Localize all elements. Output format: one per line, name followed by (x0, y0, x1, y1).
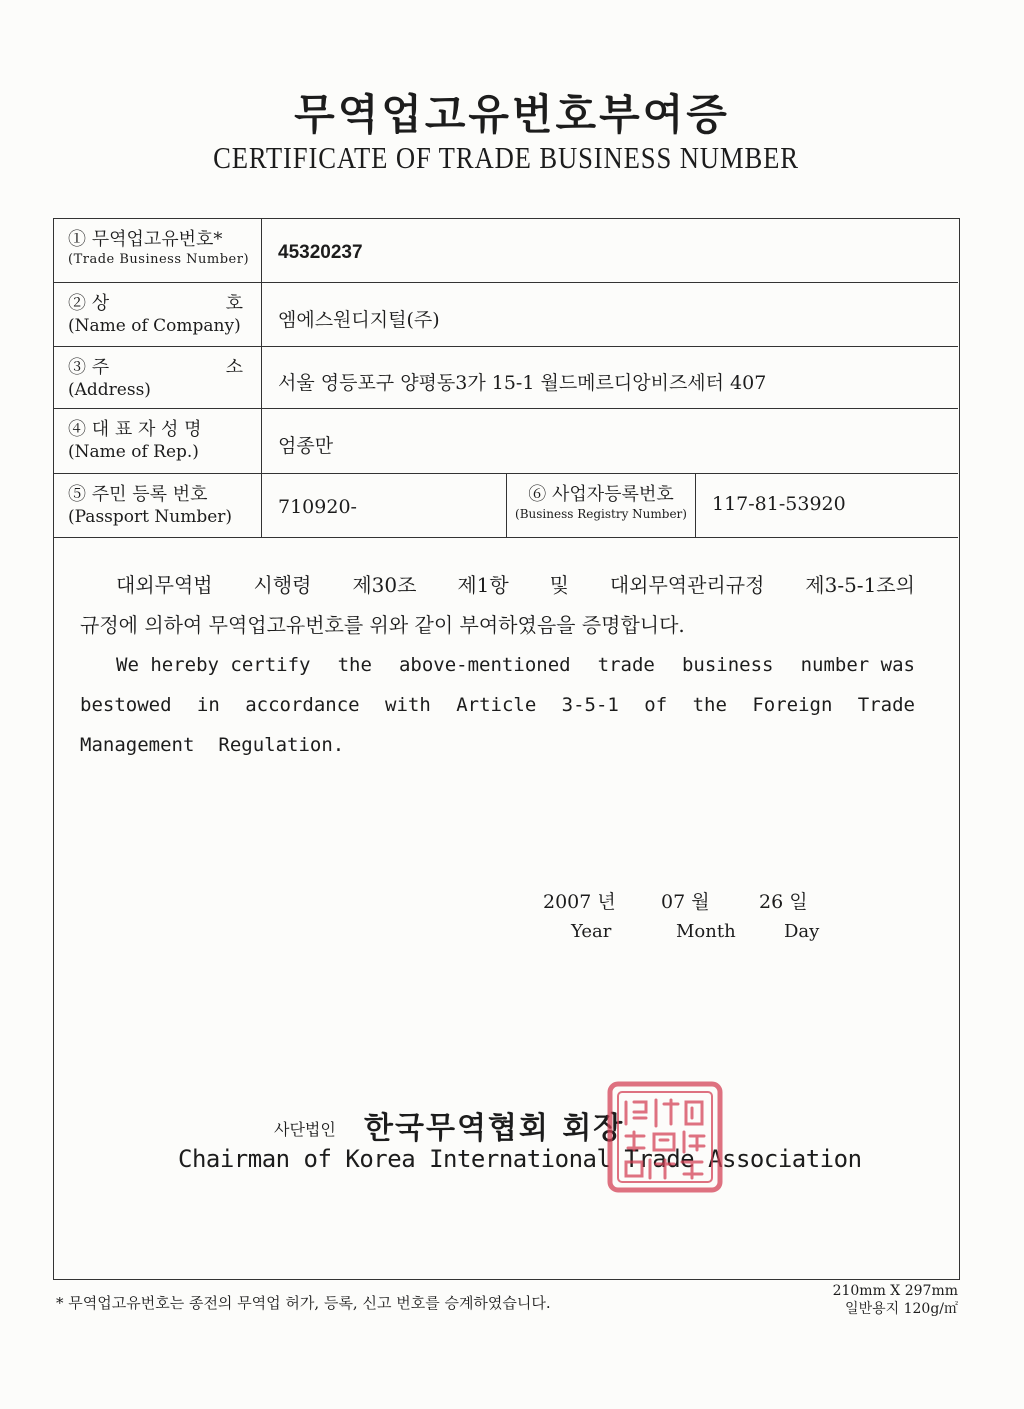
statement-en-line-1 (80, 645, 915, 685)
word: in (196, 694, 220, 716)
label-trade-number-en: (Trade Business Number) (68, 252, 250, 267)
signature-name-english: Chairman of Korea International Trade Association (178, 1145, 862, 1173)
label-passport-ko: ⑤ 주민 등록 번호 (68, 484, 208, 505)
statement-english (80, 645, 915, 765)
date-day-label: Day (784, 921, 820, 942)
statement-ko-line-1 (80, 565, 915, 605)
label-address-ko-b: 소 (225, 357, 243, 378)
statement-en-line-3 (80, 725, 915, 765)
row-company (54, 283, 958, 347)
word: above-mentioned (398, 654, 571, 676)
label-address-ko-a: ③ 주 (68, 357, 110, 378)
date-day: 26 일 (759, 891, 808, 913)
date-month-label: Month (676, 921, 736, 942)
value-business-reg: 117-81-53920 (712, 493, 846, 515)
paper-size: 210mm X 297mm (832, 1283, 958, 1299)
label-rep (54, 409, 262, 473)
word: 제30조 (352, 573, 417, 597)
word: 대외무역법 (116, 573, 213, 597)
row-address (54, 347, 958, 409)
word: 대외무역관리규정 (609, 573, 765, 597)
label-company-ko-a: ② 상 (68, 293, 110, 314)
word: 제1항 (457, 573, 509, 597)
label-company-en: (Name of Company) (68, 316, 241, 336)
word: the (692, 694, 727, 716)
label-trade-number (54, 219, 262, 282)
statement-en-line-2 (80, 685, 915, 725)
signature-name-korean: 한국무역협회 회장 (364, 1111, 625, 1146)
word: trade (597, 654, 655, 676)
word: 제3-5-1조의 (805, 573, 915, 597)
label-company (54, 283, 262, 346)
official-seal-icon (604, 1078, 726, 1196)
date-month: 07 월 (661, 891, 710, 913)
date-year-label: Year (571, 921, 612, 942)
title-english: CERTIFICATE OF TRADE BUSINESS NUMBER (213, 140, 799, 175)
title-korean: 무역업고유번호부여증 (294, 90, 730, 139)
value-passport: 710920- (278, 496, 357, 518)
label-rep-en: (Name of Rep.) (68, 442, 199, 462)
label-trade-number-ko: ① 무역업고유번호* (68, 229, 223, 250)
value-company: 엠에스원디지털(주) (278, 309, 440, 331)
word: with (385, 694, 431, 716)
word: of (644, 694, 668, 716)
label-passport-en: (Passport Number) (68, 507, 233, 527)
label-rep-ko: ④ 대 표 자 성 명 (68, 419, 202, 440)
word: Foreign (752, 694, 833, 716)
word: Trade (857, 694, 915, 716)
label-business-reg-en: (Business Registry Number) (515, 507, 687, 521)
label-business-reg (506, 474, 696, 537)
paper-weight: 일반용지 120g/㎡ (845, 1301, 958, 1317)
label-company-ko-b: 호 (225, 293, 243, 314)
value-rep: 엄종만 (278, 435, 334, 457)
word: bestowed (80, 694, 172, 716)
value-trade-number: 45320237 (278, 242, 363, 263)
word: 3-5-1 (561, 694, 619, 716)
word: Regulation. (218, 734, 345, 756)
label-address (54, 347, 262, 408)
certificate-frame (53, 218, 960, 1280)
word: Article (456, 694, 537, 716)
statement-korean (80, 565, 915, 645)
word: the (337, 654, 372, 676)
footnote: * 무역업고유번호는 종전의 무역업 허가, 등록, 신고 번호를 승계하였습니다. (56, 1294, 551, 1312)
value-address: 서울 영등포구 양평동3가 15-1 월드메르디앙비즈세터 407 (278, 372, 767, 394)
label-business-reg-ko: ⑥ 사업자등록번호 (528, 484, 674, 505)
row-trade-number (54, 219, 958, 283)
row-rep (54, 409, 958, 474)
signature-prefix: 사단법인 (274, 1120, 336, 1139)
date-year: 2007 년 (543, 891, 616, 913)
row-ids (54, 474, 958, 538)
paper-spec (833, 1282, 958, 1318)
statement-ko-line-2: 규정에 의하여 무역업고유번호를 위와 같이 부여하였음을 증명합니다. (80, 613, 685, 637)
word: number was (800, 654, 915, 676)
label-address-en: (Address) (68, 380, 151, 400)
word: business (681, 654, 774, 676)
word: 시행령 (253, 573, 312, 597)
word: Management (80, 734, 195, 756)
word: accordance (245, 694, 360, 716)
word: We hereby certify (116, 654, 311, 676)
label-passport (54, 474, 262, 537)
word: 및 (549, 573, 569, 597)
